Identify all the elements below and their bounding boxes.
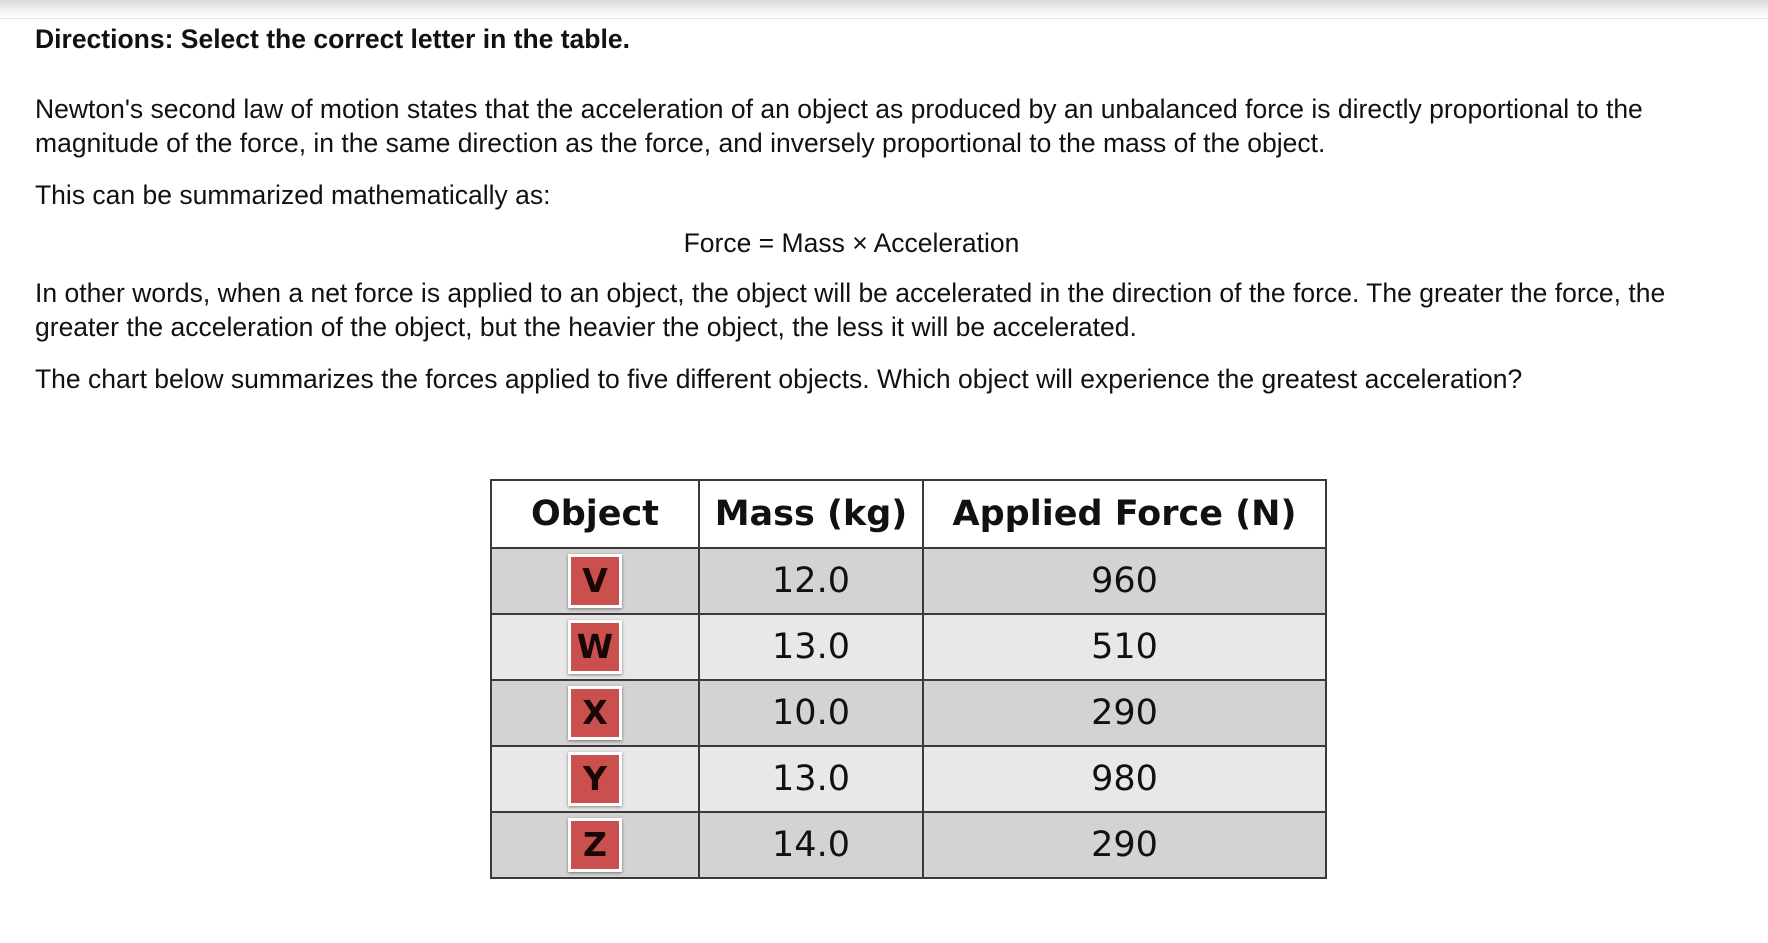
explanation-paragraph: In other words, when a net force is applied to an object, the object will be accelerated in the direction of the force. The greater the force, the greater the acceleration of the object, but the heavier the object, the less it will be accelerated. bbox=[35, 278, 1666, 342]
force-cell: 290 bbox=[923, 680, 1326, 746]
force-cell: 510 bbox=[923, 614, 1326, 680]
table-row bbox=[491, 680, 1326, 746]
select-letter-z-button[interactable]: Z bbox=[568, 818, 622, 872]
table-row bbox=[491, 812, 1326, 878]
select-letter-x-button[interactable]: X bbox=[568, 686, 622, 740]
table-row bbox=[491, 548, 1326, 614]
object-cell bbox=[491, 614, 699, 680]
header-applied-force: Applied Force (N) bbox=[923, 480, 1326, 548]
object-cell bbox=[491, 746, 699, 812]
mass-cell: 10.0 bbox=[699, 680, 923, 746]
table-row bbox=[491, 614, 1326, 680]
window-top-edge bbox=[0, 0, 1768, 19]
force-cell: 960 bbox=[923, 548, 1326, 614]
force-cell: 290 bbox=[923, 812, 1326, 878]
table-header-row bbox=[491, 480, 1326, 548]
select-letter-v-button[interactable]: V bbox=[568, 554, 622, 608]
force-cell: 980 bbox=[923, 746, 1326, 812]
header-mass: Mass (kg) bbox=[699, 480, 923, 548]
object-cell bbox=[491, 812, 699, 878]
intro-paragraph: Newton's second law of motion states that the acceleration of an object as produced by an unbalanced force is directly proportional to the magnitude of the force, in the same direction as the force, and inversely proportional to the mass of the object. bbox=[35, 94, 1643, 158]
select-letter-w-button[interactable]: W bbox=[568, 620, 622, 674]
mass-cell: 13.0 bbox=[699, 746, 923, 812]
answer-table bbox=[490, 479, 1327, 879]
answer-table-wrapper bbox=[490, 479, 1327, 879]
table-row bbox=[491, 746, 1326, 812]
mass-cell: 13.0 bbox=[699, 614, 923, 680]
header-object: Object bbox=[491, 480, 699, 548]
mass-cell: 14.0 bbox=[699, 812, 923, 878]
object-cell bbox=[491, 548, 699, 614]
mass-cell: 12.0 bbox=[699, 548, 923, 614]
question-prompt: The chart below summarizes the forces applied to five different objects. Which object will experience the greatest acceleration? bbox=[35, 364, 1523, 394]
object-cell bbox=[491, 680, 699, 746]
directions-heading: Directions: Select the correct letter in the table. bbox=[35, 24, 630, 54]
formula: Force = Mass × Acceleration bbox=[683, 228, 1020, 258]
summary-lead: This can be summarized mathematically as: bbox=[35, 180, 551, 210]
question-content bbox=[35, 22, 1735, 396]
select-letter-y-button[interactable]: Y bbox=[568, 752, 622, 806]
